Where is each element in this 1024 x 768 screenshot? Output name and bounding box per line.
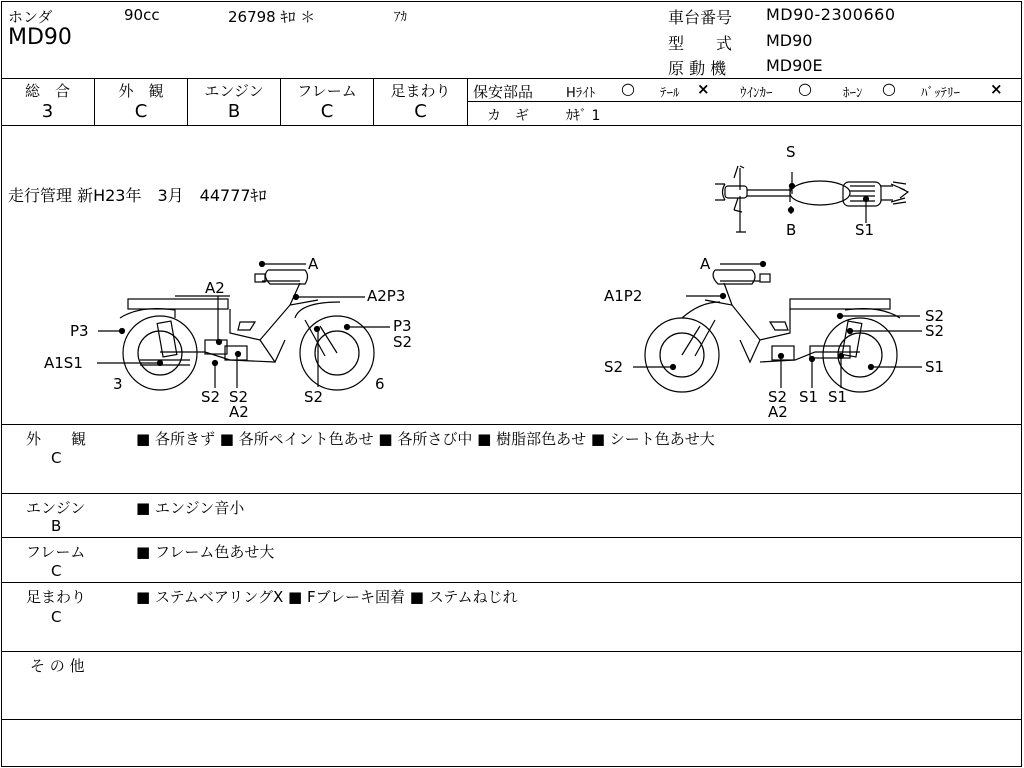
marker-dot: [345, 325, 350, 330]
section-grade-engine: B: [51, 517, 62, 535]
diag-label-right: S1: [828, 388, 848, 406]
safety-item-horn: ﾎｰﾝ: [843, 86, 863, 101]
marker-dot: [789, 208, 794, 213]
score-label-overall: 総 合: [24, 82, 70, 100]
travel-note: 走行管理 新H23年 3月 44777ｷﾛ: [8, 186, 267, 205]
section-text-suspension: ■ ステムベアリングX ■ Fブレーキ固着 ■ ステムねじれ: [136, 588, 518, 606]
score-value-engine: B: [227, 101, 241, 122]
diag-label-right: S2: [768, 388, 788, 406]
model-name: MD90: [8, 25, 72, 50]
section-text-exterior: ■ 各所きず ■ 各所ペイント色あせ ■ 各所さび中 ■ 樹脂部色あせ ■ シート色あせ大: [136, 430, 715, 448]
section-title-other: そ の 他: [30, 657, 85, 675]
rule: [468, 101, 1022, 102]
section-grade-frame: C: [51, 562, 62, 580]
make: ホンダ: [8, 8, 53, 26]
marker-dot: [790, 184, 795, 189]
score-label-engine: エンジン: [204, 82, 264, 100]
marker-dot: [294, 295, 299, 300]
diag-label-right: S2: [925, 322, 945, 340]
diag-label-top-s1: S1: [855, 221, 875, 239]
marker-dot: [838, 314, 843, 319]
score-value-suspension: C: [414, 101, 427, 122]
top-view-bike-icon: [715, 166, 908, 232]
marker-dot: [120, 329, 125, 334]
displacement: 90cc: [124, 6, 160, 24]
marker-dot: [260, 262, 265, 267]
safety-item-headlight: Hﾗｲﾄ: [566, 86, 596, 101]
marker-dot: [779, 354, 784, 359]
marker-dot: [671, 365, 676, 370]
diag-label-left: S2: [201, 388, 221, 406]
score-value-overall: 3: [41, 101, 54, 122]
diag-label-top-b: B: [786, 221, 797, 239]
diag-label-left: A2: [229, 403, 249, 421]
section-text-engine: ■ エンジン音小: [136, 499, 245, 517]
safety-item-winker: ｳｲﾝｶｰ: [740, 86, 773, 101]
safety-mark-tail: ×: [697, 80, 710, 98]
diag-label-right: A: [700, 255, 711, 273]
diag-label-left: S2: [393, 333, 413, 351]
safety-label: 保安部品: [473, 83, 534, 101]
score-label-frame: フレーム: [297, 82, 357, 100]
marker-dot: [810, 357, 815, 362]
mileage: 26798 ｷﾛ ＊: [228, 8, 316, 26]
rule: [1, 493, 1022, 494]
engine-model: MD90E: [766, 56, 823, 75]
safety-mark-headlight: ○: [621, 79, 635, 98]
diag-label-left: 6: [375, 375, 385, 393]
diag-label-left: A1S1: [44, 354, 83, 372]
section-grade-exterior: C: [51, 449, 62, 467]
diag-label-right: S2: [604, 358, 624, 376]
key-value: ｶｷﾞ 1: [566, 108, 601, 124]
marker-dot: [217, 340, 222, 345]
diag-label-right: S2: [925, 307, 945, 325]
diag-label-left: P3: [393, 317, 412, 335]
frame-no-label: 車台番号: [668, 8, 733, 27]
safety-item-tail: ﾃｰﾙ: [660, 86, 680, 101]
diag-label-left: S2: [229, 388, 249, 406]
safety-mark-battery: ×: [990, 80, 1003, 98]
diag-label-right: S1: [799, 388, 819, 406]
marker-dot: [315, 327, 320, 332]
score-value-frame: C: [320, 101, 334, 122]
section-title-suspension: 足まわり: [26, 588, 87, 606]
diag-label-left: P3: [70, 322, 89, 340]
score-label-exterior: 外 観: [118, 82, 164, 100]
model-type: MD90: [766, 31, 813, 50]
damage-diagram: [0, 126, 1024, 424]
diag-label-left: S2: [304, 388, 324, 406]
marker-dot: [213, 361, 218, 366]
marker-dot: [839, 354, 844, 359]
rule: [1, 537, 1022, 538]
score-label-suspension: 足まわり: [390, 82, 451, 100]
rule: [1, 582, 1022, 583]
diag-label-top-s: S: [786, 143, 796, 161]
diag-label-right: A2: [768, 403, 788, 421]
rule: [1, 651, 1022, 652]
safety-mark-horn: ○: [882, 79, 896, 98]
left-side-bike-icon: [120, 270, 374, 390]
rule: [1, 719, 1022, 720]
safety-item-battery: ﾊﾞｯﾃﾘｰ: [921, 86, 960, 101]
section-title-engine: エンジン: [26, 499, 86, 517]
rule: [1, 424, 1022, 425]
frame-no: MD90-2300660: [766, 5, 896, 24]
color: ｱｶ: [394, 10, 407, 25]
section-title-exterior: 外 観: [26, 430, 87, 448]
section-text-frame: ■ フレーム色あせ大: [136, 543, 275, 561]
score-value-exterior: C: [134, 101, 148, 122]
marker-dot: [721, 294, 726, 299]
section-grade-suspension: C: [51, 608, 62, 626]
diag-label-left: A2: [205, 279, 225, 297]
engine-label: 原 動 機: [668, 59, 727, 78]
section-title-frame: フレーム: [26, 543, 86, 561]
diag-label-left: 3: [113, 375, 123, 393]
marker-dot: [761, 262, 766, 267]
rule: [1, 78, 1022, 79]
safety-mark-winker: ○: [798, 79, 812, 98]
diag-label-left: A2P3: [367, 287, 406, 305]
marker-dot: [848, 329, 853, 334]
key-label: カ ギ: [487, 108, 529, 124]
marker-dot: [869, 365, 874, 370]
diag-label-right: A1P2: [604, 287, 643, 305]
marker-dot: [236, 352, 241, 357]
rule: [467, 78, 468, 125]
diag-label-right: S1: [925, 358, 945, 376]
marker-dot: [864, 197, 869, 202]
diag-label-left: A: [308, 255, 319, 273]
model-type-label: 型 式: [668, 34, 733, 53]
marker-dot: [158, 361, 163, 366]
